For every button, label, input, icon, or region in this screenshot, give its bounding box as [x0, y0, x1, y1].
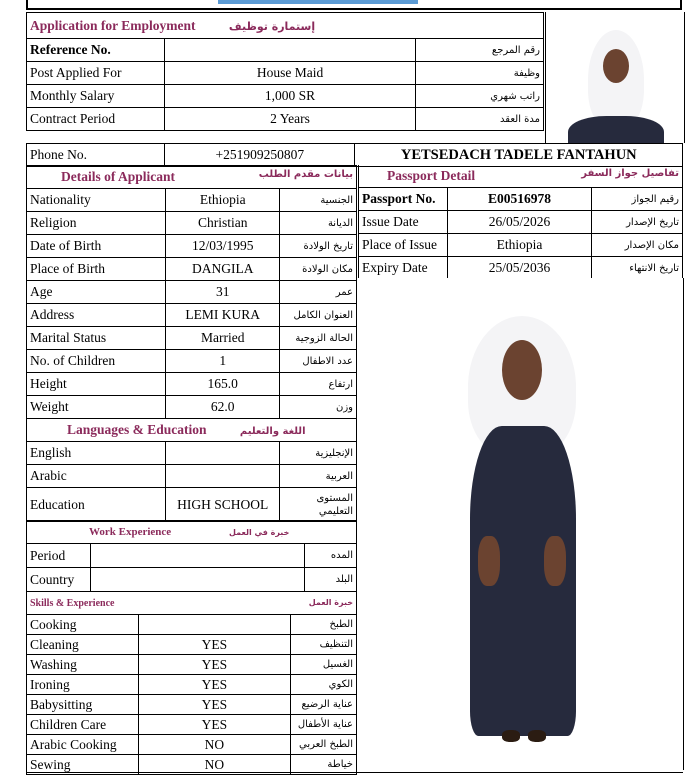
label-ar: الديانة	[280, 212, 357, 235]
value: 62.0	[166, 396, 280, 419]
detail-row	[27, 189, 357, 212]
passport-table	[358, 165, 683, 280]
detail-row	[27, 235, 357, 258]
top-frame	[26, 0, 682, 10]
detail-row	[27, 327, 357, 350]
label: Period	[27, 544, 91, 568]
value	[90, 568, 304, 592]
value	[166, 442, 280, 465]
phone-value: +251909250807	[165, 144, 355, 167]
language-row	[27, 465, 357, 488]
value: YES	[139, 655, 291, 675]
label-ar: ارتفاع	[280, 373, 357, 396]
label-ar: عناية الأطفال	[290, 715, 356, 735]
value	[90, 544, 304, 568]
skills-table	[26, 591, 357, 775]
work-heading	[27, 521, 357, 544]
label-ar: عناية الرضيع	[290, 695, 356, 715]
label-ar: العربية	[280, 465, 357, 488]
title-ar: إستمارة توظيف	[228, 19, 316, 33]
value: LEMI KURA	[166, 304, 280, 327]
detail-row	[27, 281, 357, 304]
label-ar: مكان الولادة	[280, 258, 357, 281]
label-ar: خياطة	[290, 755, 356, 775]
label: Post Applied For	[27, 62, 165, 85]
skill-row	[27, 695, 357, 715]
skill-row	[27, 615, 357, 635]
label: Address	[27, 304, 166, 327]
label-ar: العنوان الكامل	[280, 304, 357, 327]
value	[165, 39, 416, 62]
detail-row	[27, 258, 357, 281]
label-ar: الجنسية	[280, 189, 357, 212]
phone-label: Phone No.	[27, 144, 165, 167]
details-heading-en: Details of Applicant	[61, 169, 176, 184]
skill-row	[27, 655, 357, 675]
label: Marital Status	[27, 327, 166, 350]
education-row	[27, 488, 357, 522]
header-row	[27, 85, 544, 108]
label: Arabic	[27, 465, 166, 488]
passport-heading-ar: تفاصيل جواز السفر	[581, 168, 679, 179]
title-en: Application for Employment	[30, 17, 196, 33]
label: Children Care	[27, 715, 139, 735]
passport-heading-en: Passport Detail	[387, 168, 476, 183]
passport-row	[359, 188, 683, 211]
passport-row	[359, 211, 683, 234]
value: Ethiopia	[166, 189, 280, 212]
detail-row	[27, 212, 357, 235]
passport-row	[359, 257, 683, 280]
label-ar: عدد الاطفال	[280, 350, 357, 373]
label: Date of Birth	[27, 235, 166, 258]
details-heading	[27, 166, 357, 189]
detail-row	[27, 373, 357, 396]
label-ar: الإنجليزية	[280, 442, 357, 465]
detail-row	[27, 350, 357, 373]
label-ar: مدة العقد	[416, 108, 544, 131]
value: HIGH SCHOOL	[166, 488, 280, 522]
label: Country	[27, 568, 91, 592]
work-row	[27, 544, 357, 568]
value: YES	[139, 675, 291, 695]
value: 25/05/2036	[448, 257, 592, 280]
label: Cooking	[27, 615, 139, 635]
header-row	[27, 62, 544, 85]
detail-row	[27, 304, 357, 327]
label: Place of Issue	[359, 234, 448, 257]
value: YES	[139, 695, 291, 715]
applicant-photo-small	[545, 12, 685, 143]
languages-heading	[27, 419, 357, 442]
applicant-name: YETSEDACH TADELE FANTAHUN	[355, 144, 683, 167]
value	[139, 615, 291, 635]
detail-row	[27, 396, 357, 419]
skills-heading	[27, 592, 357, 615]
label-ar: تاريخ الانتهاء	[591, 257, 682, 280]
value: 165.0	[166, 373, 280, 396]
details-table	[26, 165, 357, 522]
value: 1	[166, 350, 280, 373]
label: Religion	[27, 212, 166, 235]
value: 2 Years	[165, 108, 416, 131]
label-ar: الطبخ	[290, 615, 356, 635]
passport-heading	[359, 165, 683, 188]
label: Ironing	[27, 675, 139, 695]
label-ar: الطبخ العربي	[290, 735, 356, 755]
work-table	[26, 520, 357, 592]
label-ar: رقيم الجواز	[591, 188, 682, 211]
label: Babysitting	[27, 695, 139, 715]
language-row	[27, 442, 357, 465]
label-ar: تاريخ الولادة	[280, 235, 357, 258]
value	[166, 465, 280, 488]
value: NO	[139, 755, 291, 775]
value: Christian	[166, 212, 280, 235]
applicant-photo-full	[358, 278, 684, 770]
details-heading-ar: بيانات مقدم الطلب	[258, 169, 353, 180]
value: 26/05/2026	[448, 211, 592, 234]
value: Married	[166, 327, 280, 350]
label: Arabic Cooking	[27, 735, 139, 755]
label-ar: وزن	[280, 396, 357, 419]
value: House Maid	[165, 62, 416, 85]
label: No. of Children	[27, 350, 166, 373]
value: DANGILA	[166, 258, 280, 281]
label: Washing	[27, 655, 139, 675]
label-ar: مكان الإصدار	[591, 234, 682, 257]
label: Issue Date	[359, 211, 448, 234]
work-heading-ar: خبرة في العمل	[228, 528, 290, 537]
languages-heading-ar: اللغة والتعليم	[239, 426, 306, 437]
work-row	[27, 568, 357, 592]
skill-row	[27, 675, 357, 695]
title-cell	[27, 13, 544, 39]
label: Cleaning	[27, 635, 139, 655]
skill-row	[27, 715, 357, 735]
bottom-border	[26, 772, 683, 773]
skills-heading-en: Skills & Experience	[30, 597, 115, 609]
value: Ethiopia	[448, 234, 592, 257]
label: English	[27, 442, 166, 465]
value: 31	[166, 281, 280, 304]
label: Nationality	[27, 189, 166, 212]
label-ar: المستوى التعليمي	[280, 488, 357, 522]
label-ar: الغسيل	[290, 655, 356, 675]
skill-row	[27, 635, 357, 655]
header-row	[27, 108, 544, 131]
label-ar: المده	[304, 544, 357, 568]
label-ar: البلد	[304, 568, 357, 592]
label: Sewing	[27, 755, 139, 775]
label-ar: وظيفة	[416, 62, 544, 85]
passport-row	[359, 234, 683, 257]
skill-row	[27, 735, 357, 755]
label-ar: راتب شهري	[416, 85, 544, 108]
label-ar: عمر	[280, 281, 357, 304]
label-ar: رقم المرجع	[416, 39, 544, 62]
work-heading-en: Work Experience	[89, 526, 172, 538]
value: NO	[139, 735, 291, 755]
languages-heading-en: Languages & Education	[67, 422, 207, 437]
value: 1,000 SR	[165, 85, 416, 108]
label-ar: تاريخ الإصدار	[591, 211, 682, 234]
label: Passport No.	[359, 188, 448, 211]
label: Education	[27, 488, 166, 522]
phone-table	[26, 143, 683, 167]
value: E00516978	[448, 188, 592, 211]
label: Contract Period	[27, 108, 165, 131]
value: YES	[139, 635, 291, 655]
top-accent-bar	[218, 0, 418, 4]
value: YES	[139, 715, 291, 735]
header-table	[26, 12, 544, 131]
label-ar: الحالة الزوجية	[280, 327, 357, 350]
label: Reference No.	[27, 39, 165, 62]
label-ar: الكوي	[290, 675, 356, 695]
label: Expiry Date	[359, 257, 448, 280]
skills-heading-ar: خبرة العمل	[308, 597, 353, 607]
label-ar: التنظيف	[290, 635, 356, 655]
value: 12/03/1995	[166, 235, 280, 258]
label: Height	[27, 373, 166, 396]
label: Place of Birth	[27, 258, 166, 281]
header-row	[27, 39, 544, 62]
label: Age	[27, 281, 166, 304]
label: Monthly Salary	[27, 85, 165, 108]
label: Weight	[27, 396, 166, 419]
